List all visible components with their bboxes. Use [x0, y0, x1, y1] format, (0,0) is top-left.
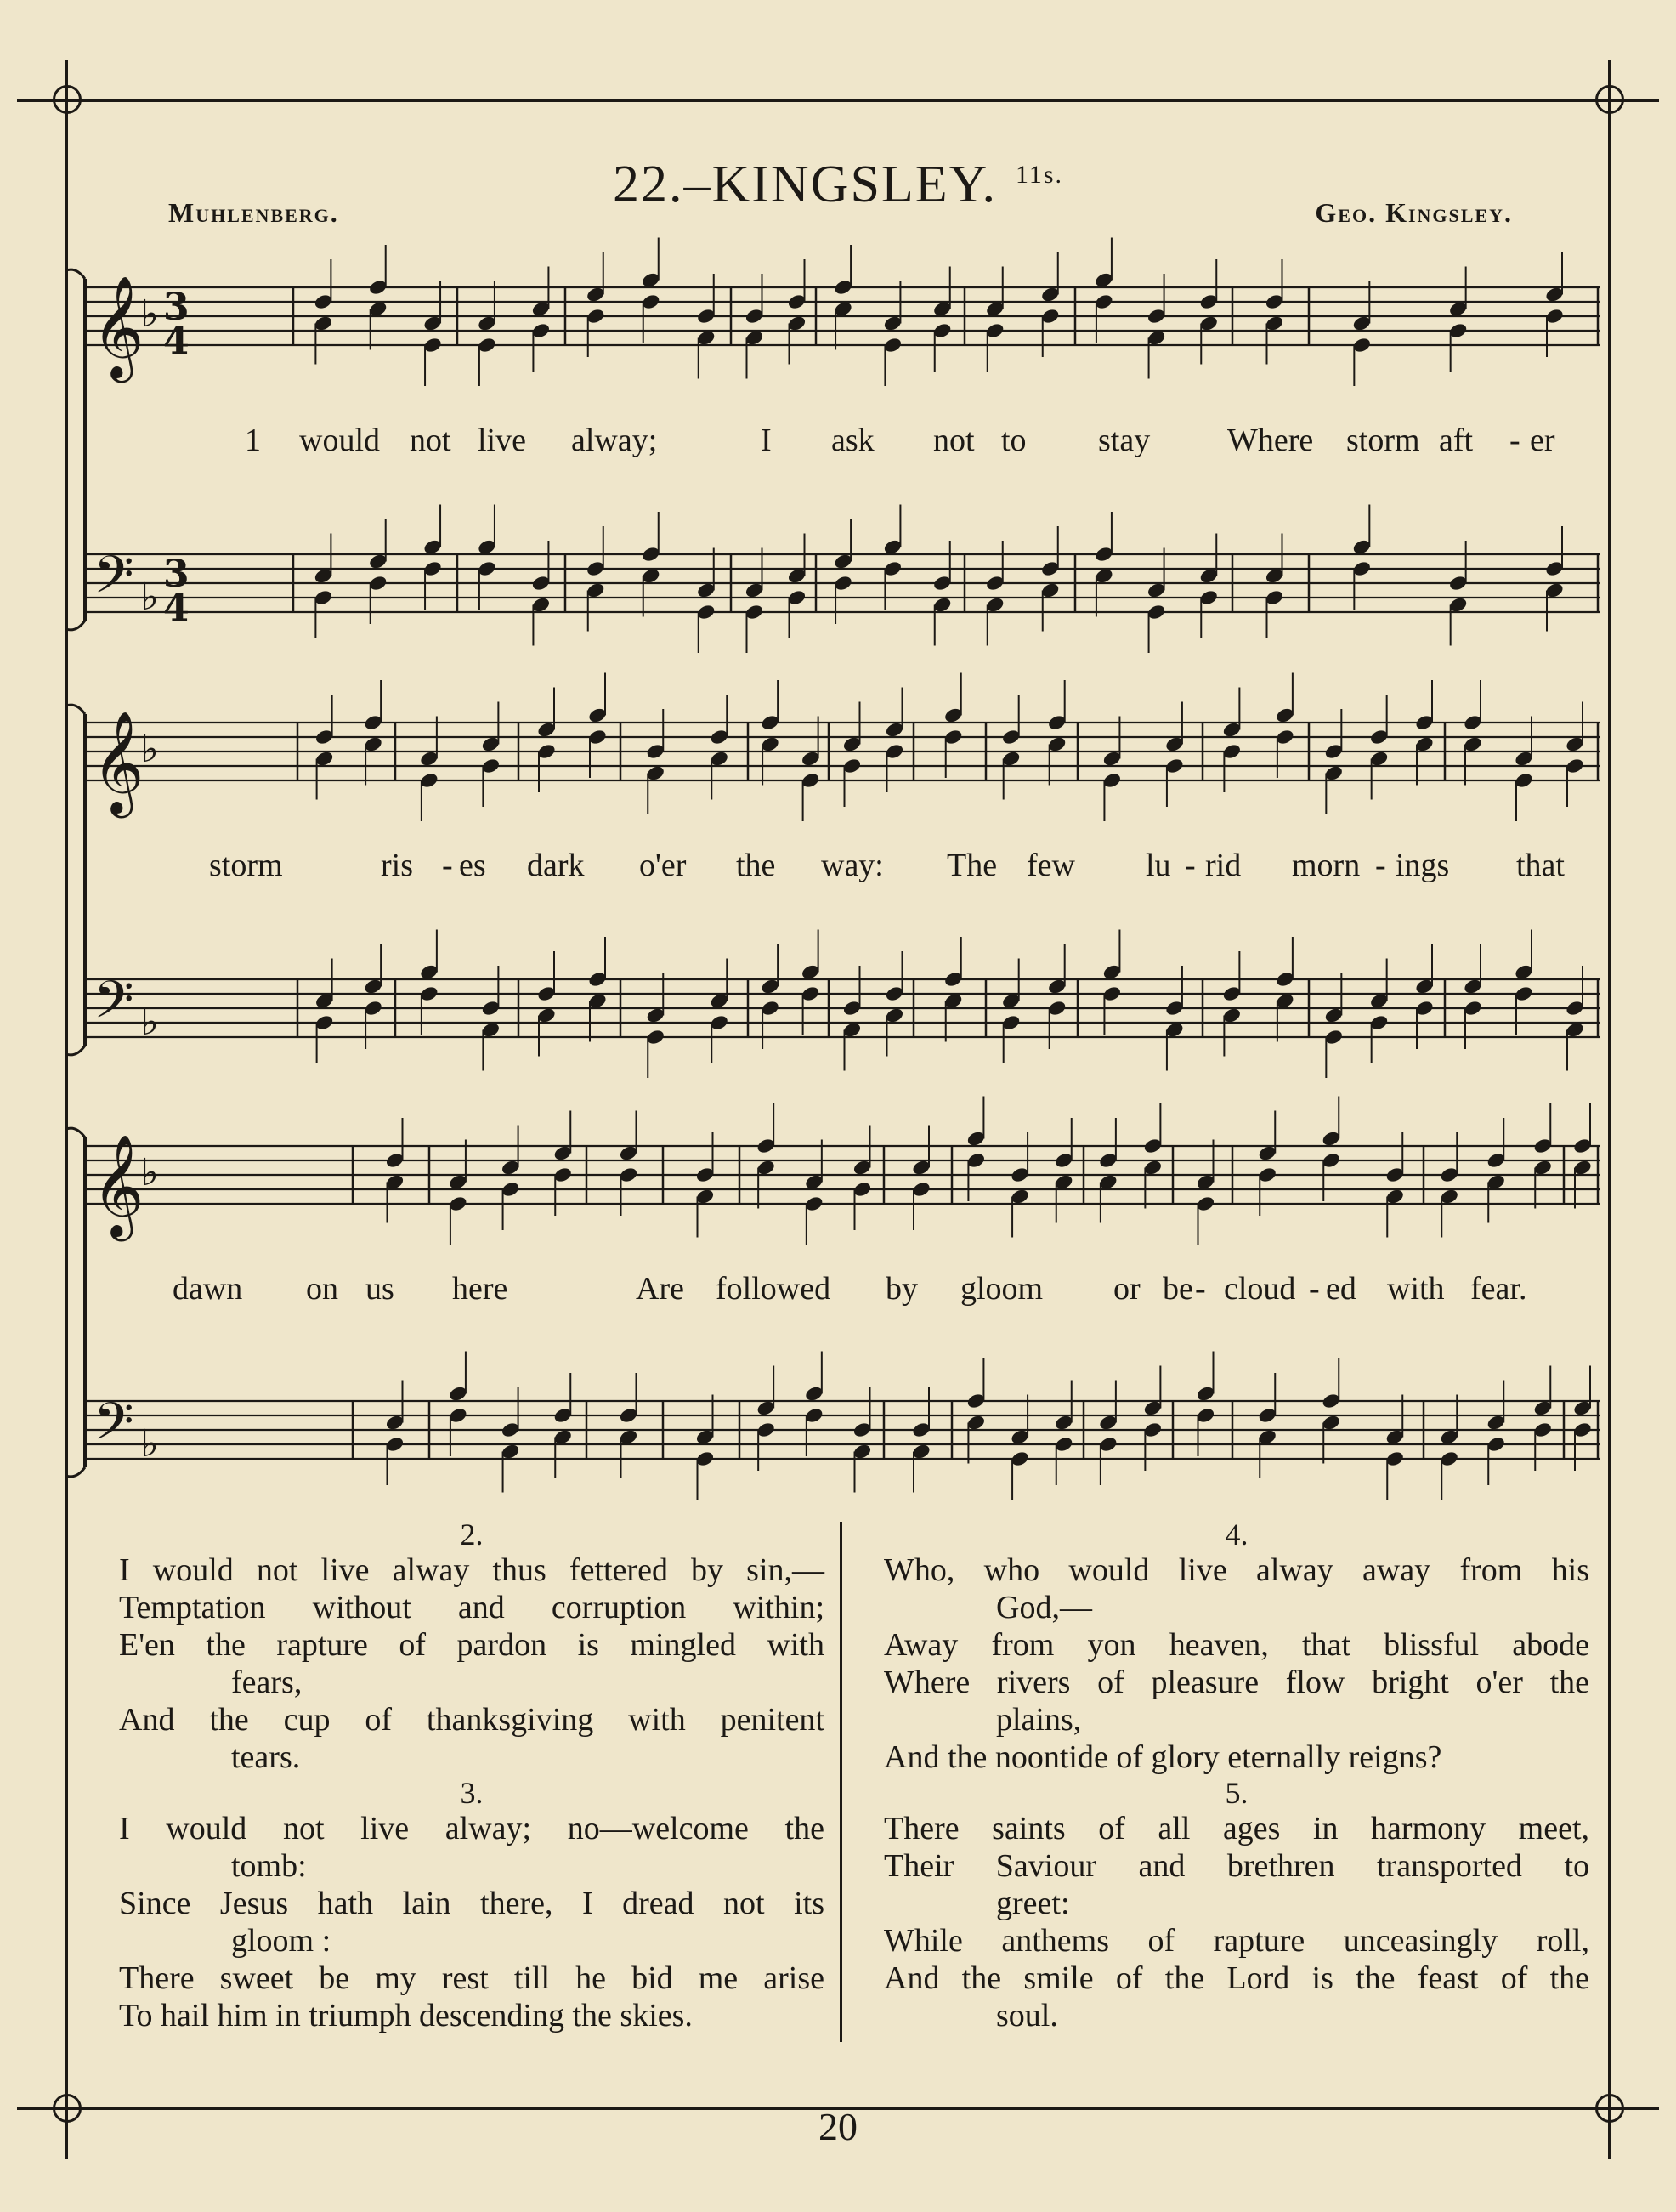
- bracket-curl: [66, 705, 85, 714]
- bracket-curl: [66, 1467, 85, 1477]
- verse-5-number: 5.: [1225, 1776, 1249, 1810]
- lyric-syllable: here: [452, 1271, 508, 1307]
- lyric-syllable: alway;: [571, 423, 658, 458]
- verse-line: E'en the rapture of pardon is mingled with: [119, 1627, 824, 1663]
- lyric-syllable: to: [1001, 423, 1027, 458]
- verse-2-number: 2.: [460, 1517, 484, 1551]
- verse-line: And the smile of the Lord is the feast of the: [884, 1960, 1589, 1996]
- lyric-syllable: lu: [1146, 848, 1171, 883]
- lyric-syllable: by: [886, 1271, 918, 1307]
- verse-line: Away from yon heaven, that blissful abode: [884, 1627, 1589, 1663]
- page-number: 20: [818, 2105, 858, 2148]
- treble-clef: 𝄞: [92, 710, 144, 814]
- lyric-syllable: Are: [636, 1271, 684, 1307]
- lyric-syllable: -: [1375, 848, 1386, 883]
- verse-line: While anthems of rapture unceasingly roll,: [884, 1923, 1589, 1959]
- lyric-syllable: live: [478, 423, 526, 458]
- lyric-syllable: fear.: [1470, 1271, 1527, 1307]
- bass-clef: 𝄢: [93, 1392, 134, 1465]
- lyric-syllable: the: [736, 848, 776, 883]
- verse-line: Temptation without and corruption within;: [119, 1590, 824, 1625]
- verse-line: tears.: [231, 1739, 301, 1775]
- verse-line: There sweet be my rest till he bid me arise: [119, 1960, 824, 1996]
- verse-line: soul.: [996, 1998, 1058, 2033]
- verse-divider: [840, 1522, 842, 2042]
- verse-line: And the noontide of glory eternally reigns?: [884, 1739, 1442, 1775]
- bass-clef: 𝄢: [93, 970, 134, 1043]
- lyric-syllable: -: [1195, 1271, 1206, 1307]
- flat-sign: ♭: [141, 576, 159, 619]
- lyric-syllable: on: [306, 1271, 338, 1307]
- verse-line: And the cup of thanksgiving with penitent: [119, 1702, 824, 1738]
- lyric-syllable: cloud: [1224, 1271, 1296, 1307]
- lyric-syllable: storm: [209, 848, 283, 883]
- lyric-syllable: es: [459, 848, 486, 883]
- lyric-syllable: us: [365, 1271, 394, 1307]
- lyric-syllable: few: [1027, 848, 1075, 883]
- lyric-syllable: -: [1509, 423, 1520, 458]
- bracket-curl: [66, 621, 85, 630]
- lyric-syllable: -: [1185, 848, 1196, 883]
- lyric-syllable: er: [1530, 423, 1555, 458]
- verse-line: plains,: [996, 1702, 1082, 1738]
- lyric-syllable: ed: [1326, 1271, 1356, 1307]
- verse-column-left: [119, 1517, 824, 2034]
- lyric-syllable: o'er: [639, 848, 687, 883]
- treble-clef: 𝄞: [92, 1133, 144, 1237]
- flat-sign: ♭: [141, 1151, 159, 1194]
- flat-sign: ♭: [141, 292, 159, 336]
- time-signature: 4: [163, 587, 190, 630]
- lyric-syllable: ings: [1396, 848, 1450, 883]
- lyric-syllable: ris: [381, 848, 413, 883]
- time-signature: 4: [163, 320, 190, 363]
- time-signature: 3: [163, 286, 190, 329]
- treble-clef: 𝄞: [92, 275, 144, 378]
- verse-line: God,—: [996, 1590, 1092, 1625]
- lyric-syllable: not: [933, 423, 975, 458]
- verse-3-number: 3.: [460, 1776, 484, 1810]
- lyric-syllable: be: [1163, 1271, 1193, 1307]
- verse-line: Since Jesus hath lain there, I dread not its: [119, 1886, 824, 1921]
- lyric-syllable: not: [410, 423, 451, 458]
- lyric-syllable: The: [947, 848, 998, 883]
- lyric-syllable: 1: [245, 423, 261, 458]
- lyric-syllable: aft: [1439, 423, 1474, 458]
- verse-line: gloom :: [231, 1923, 331, 1959]
- lyric-syllable: followed: [716, 1271, 831, 1307]
- lyric-syllable: stay: [1098, 423, 1151, 458]
- verse-line: To hail him in triumph descending the skies.: [119, 1998, 693, 2033]
- verse-line: fears,: [231, 1665, 303, 1700]
- lyric-syllable: gloom: [960, 1271, 1044, 1307]
- lyric-syllable: or: [1113, 1271, 1141, 1307]
- bracket-curl: [66, 1046, 85, 1055]
- lyric-syllable: storm: [1346, 423, 1420, 458]
- verse-column-right: [884, 1517, 1589, 2034]
- verse-line: I would not live alway thus fettered by sin,—: [119, 1552, 824, 1588]
- lyric-syllable: -: [442, 848, 453, 883]
- lyric-syllable: morn: [1292, 848, 1361, 883]
- flat-sign: ♭: [141, 728, 159, 771]
- lyric-syllable: I: [761, 423, 772, 458]
- lyric-syllable: dawn: [173, 1271, 243, 1307]
- lyric-syllable: -: [1309, 1271, 1320, 1307]
- verse-line: greet:: [996, 1886, 1070, 1921]
- lyric-syllable: rid: [1205, 848, 1242, 883]
- lyric-syllable: would: [299, 423, 380, 458]
- bracket-curl: [66, 1128, 85, 1137]
- lyric-syllable: dark: [527, 848, 585, 883]
- lyric-syllable: way:: [821, 848, 884, 883]
- lyric-syllable: ask: [831, 423, 875, 458]
- verse-line: Their Saviour and brethren transported to: [884, 1848, 1589, 1884]
- lyric-syllable: with: [1387, 1271, 1445, 1307]
- verse-line: Where rivers of pleasure flow bright o'er the: [884, 1665, 1589, 1700]
- lyric-syllable: that: [1516, 848, 1565, 883]
- lyric-syllable: Where: [1227, 423, 1314, 458]
- verse-4-number: 4.: [1225, 1517, 1249, 1551]
- verse-line: tomb:: [231, 1848, 307, 1884]
- bracket-curl: [66, 269, 85, 279]
- bass-clef: 𝄢: [93, 545, 134, 618]
- verse-line: There saints of all ages in harmony meet,: [884, 1811, 1589, 1846]
- verse-line: Who, who would live alway away from his: [884, 1552, 1589, 1588]
- verse-line: I would not live alway; no—welcome the: [119, 1811, 824, 1846]
- time-signature: 3: [163, 553, 190, 596]
- composer-credit: Geo. Kingsley.: [1315, 197, 1513, 228]
- flat-sign: ♭: [141, 1422, 159, 1466]
- hymn-number-title: 22.–KINGSLEY.: [612, 156, 997, 213]
- flat-sign: ♭: [141, 1001, 159, 1044]
- author-credit: Muhlenberg.: [168, 197, 339, 228]
- hymn-meter: 11s.: [1015, 161, 1064, 190]
